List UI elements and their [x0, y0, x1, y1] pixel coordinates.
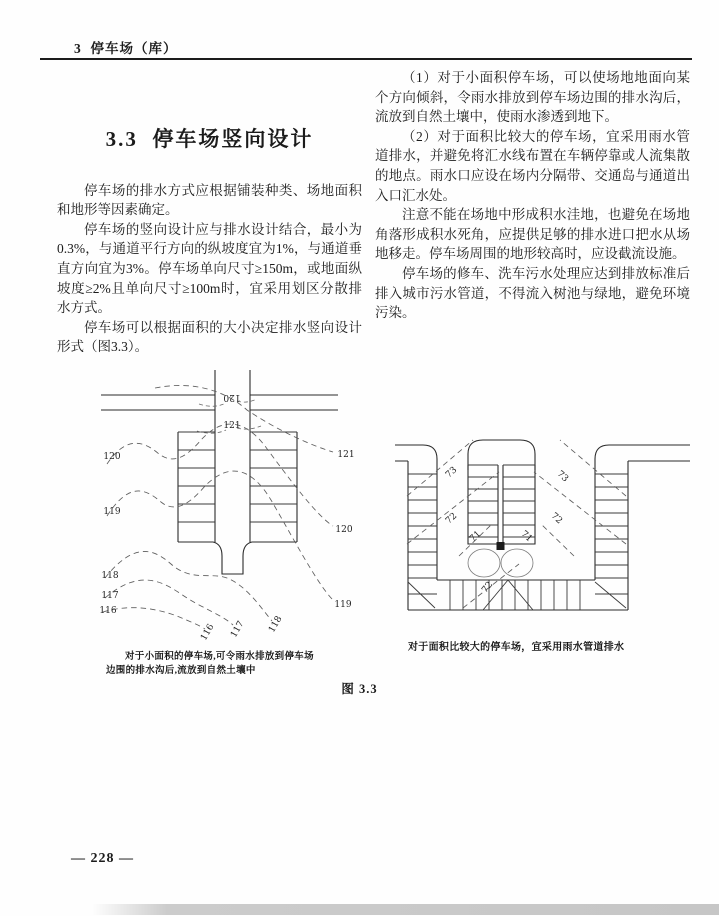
- page-number: — 228 —: [71, 851, 134, 866]
- contour-label-right-120: 120: [335, 525, 353, 535]
- contour-label-bottom-116: 116: [199, 622, 217, 643]
- section-title: 3.3 停车场竖向设计: [105, 127, 314, 151]
- contour-label-bottom-118: 118: [267, 614, 285, 635]
- contour-label-right-119: 119: [334, 600, 352, 610]
- body-paragraph: 停车场的修车、洗车污水处理应达到排放标准后排入城市污水管道，不得流入树池与绿地，避免环境污染。: [375, 265, 690, 321]
- body-paragraph: （2）对于面积比较大的停车场，宜采用雨水管道排水，并避免将汇水线布置在车辆停靠或人流集散的地点。雨水口应设在场内分隔带、交通岛与通道出入口汇水处。: [375, 128, 690, 203]
- contour-label-left-118: 118: [101, 571, 119, 581]
- lot-boundary: [395, 445, 690, 610]
- body-paragraph: 停车场可以根据面积的大小决定排水竖向设计形式（图3.3）。: [57, 319, 362, 355]
- rain-inlet-marker: [497, 542, 505, 550]
- contour-label-right-71: 71: [518, 529, 534, 545]
- left-diagram-caption: [106, 651, 356, 678]
- contour-label-right-73: 73: [554, 469, 570, 485]
- contour-label-left-71: 71: [468, 529, 484, 545]
- large-lot-diagram: [395, 432, 690, 630]
- contour-label-left-119: 119: [103, 507, 121, 517]
- contour-label-right-72: 72: [548, 511, 564, 527]
- contour-label-left-116: 116: [99, 606, 117, 616]
- small-lot-diagram: [85, 368, 375, 663]
- contour-label-left-73: 73: [444, 465, 460, 481]
- body-paragraph: 注意不能在场地中形成积水洼地，也避免在场地角落形成积水死角，应提供足够的排水进口把水从场地移走。停车场周围的地形较高时，应设截流设施。: [375, 207, 690, 262]
- contour-label-road-121: 121: [223, 421, 241, 431]
- contour-label-left-117: 117: [101, 591, 119, 601]
- parking-stall-rows: [178, 432, 297, 542]
- body-paragraph: 停车场的竖向设计应与排水设计结合，最小为0.3%，与通道平行方向的纵坡度宜为1%，与通道垂直方向宜为3%。停车场单向尺寸≥150m，或地面纵坡度≥2%且单向尺寸≥100m时，宜采用划区分散排水方式。: [57, 221, 362, 316]
- drain-swirls: [468, 549, 533, 577]
- right-diagram-caption: 对于面积比较大的停车场，宜采用雨水管道排水: [408, 642, 625, 653]
- caption-line: 对于小面积的停车场,可令雨水排放到停车场: [125, 652, 314, 662]
- contour-label-road-120: 120: [223, 392, 241, 402]
- contour-labels: [444, 465, 570, 595]
- header-rule: [40, 58, 692, 60]
- running-header: 3 停车场（库）: [74, 41, 178, 56]
- contour-label-bottom-117: 117: [229, 619, 247, 640]
- right-text-column: [375, 68, 690, 323]
- contour-label-bottom-72: 72: [480, 580, 496, 596]
- caption-line: 边围的排水沟后,流放到自然土壤中: [106, 665, 256, 676]
- body-paragraph: （1）对于小面积停车场，可以使场地地面向某个方向倾斜，令雨水排放到停车场边围的排水沟后，流放到自然土壤中，使雨水渗透到地下。: [375, 70, 690, 125]
- contour-label-left-72: 72: [444, 511, 460, 527]
- contour-labels: [99, 392, 354, 642]
- figure-number: 图 3.3: [341, 682, 378, 696]
- contour-lines: [103, 385, 333, 629]
- scan-artifact-bar: [92, 904, 719, 915]
- left-text-column: [57, 127, 362, 357]
- contour-label-right-121: 121: [337, 450, 355, 460]
- road-lines: [101, 370, 338, 574]
- body-paragraph: 停车场的排水方式应根据铺装种类、场地面积和地形等因素确定。: [57, 182, 362, 218]
- contour-label-left-120: 120: [103, 452, 121, 462]
- bottom-stall-band: [450, 580, 580, 610]
